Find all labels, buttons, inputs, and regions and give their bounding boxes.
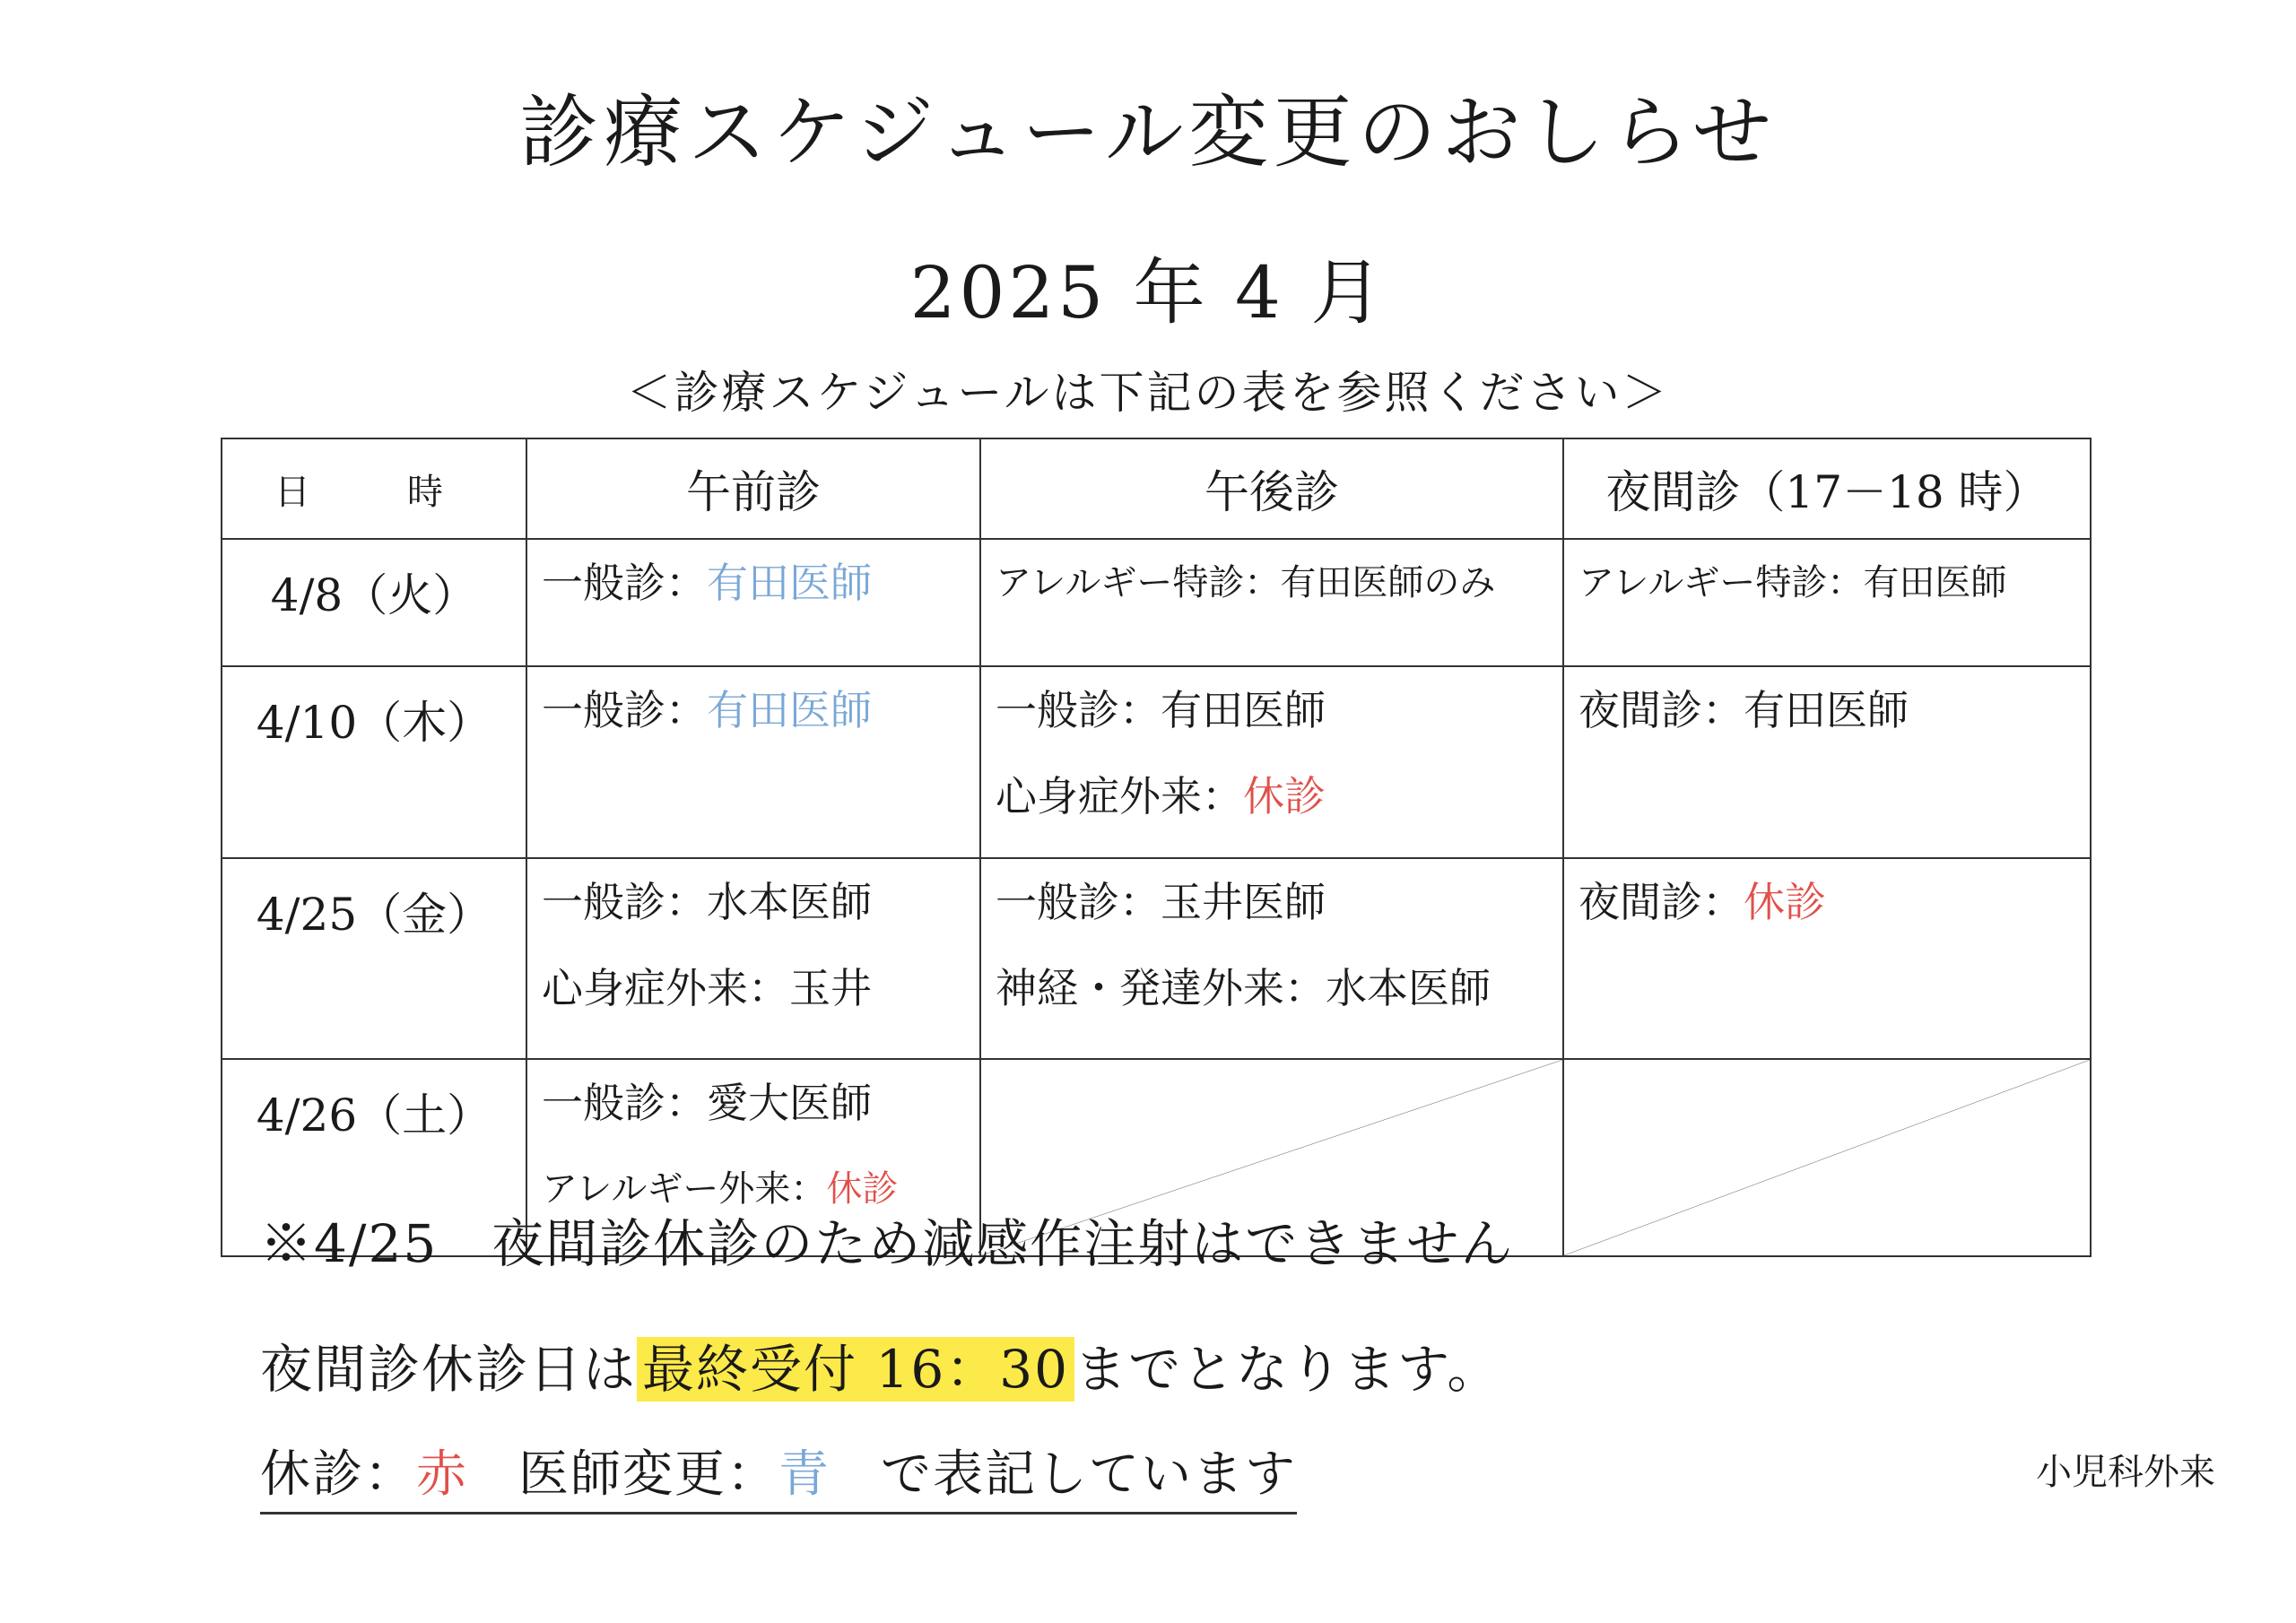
page-title: 診療スケジュール変更のおしらせ	[518, 86, 1778, 178]
table-row	[222, 858, 2091, 1059]
note-last-reception: 夜間診休診日は 最終受付 16：30 までとなります。	[260, 1339, 1501, 1400]
diagonal-slash	[1564, 1060, 2090, 1255]
cell-line: アレルギー特診：有田医師のみ	[996, 562, 1496, 603]
table-header-row	[222, 438, 2091, 539]
highlighted-time: 最終受付 16：30	[637, 1337, 1074, 1402]
afternoon-cell	[980, 539, 1563, 666]
cell-line: 神経・発達外来：水本医師	[996, 964, 1491, 1012]
cell-line: アレルギー特診：有田医師	[1578, 562, 2007, 603]
doctor-change-text: 有田医師	[707, 559, 872, 607]
night-cell	[1563, 666, 2091, 858]
morning-cell	[526, 858, 980, 1059]
afternoon-cell	[980, 666, 1563, 858]
header-date: 日 時	[222, 438, 526, 539]
night-cell	[1563, 858, 2091, 1059]
header-morning: 午前診	[526, 438, 980, 539]
color-legend: 休診：赤 医師変更：青 で表記しています	[260, 1435, 1297, 1515]
cell-line: 一般診：玉井医師	[996, 878, 1326, 926]
date-cell: 4/8（火）	[222, 539, 526, 666]
night-empty-cell	[1563, 1059, 2091, 1256]
table-row	[222, 539, 2091, 666]
header-night: 夜間診（17－18 時）	[1563, 438, 2091, 539]
legend-blue-word: 青	[778, 1445, 831, 1504]
department-name: 小児科外来	[2036, 1452, 2215, 1493]
cell-line: 心身症外来：休診	[996, 772, 1326, 820]
closed-text: 休診	[826, 1168, 899, 1210]
date-cell: 4/10（木）	[222, 666, 526, 858]
note-desensitization: ※4/25 夜間診休診のため減感作注射はできません	[260, 1213, 1515, 1274]
header-afternoon: 午後診	[980, 438, 1563, 539]
closed-text: 休診	[1744, 878, 1826, 926]
cell-line: アレルギー外来：休診	[542, 1168, 899, 1210]
afternoon-cell	[980, 858, 1563, 1059]
legend-red-word: 赤	[416, 1445, 468, 1504]
doctor-change-text: 有田医師	[707, 686, 872, 734]
date-cell: 4/25（金）	[222, 858, 526, 1059]
cell-line: 一般診：水本医師	[542, 878, 872, 926]
table-row	[222, 666, 2091, 858]
night-cell	[1563, 539, 2091, 666]
cell-line: 一般診：愛大医師	[542, 1079, 872, 1127]
date-cell: 4/26（土）	[222, 1059, 526, 1256]
schedule-table	[221, 438, 2090, 1210]
morning-cell	[526, 666, 980, 858]
cell-line: 一般診：有田医師	[542, 686, 872, 734]
cell-line: 夜間診：休診	[1578, 878, 1826, 926]
morning-cell	[526, 539, 980, 666]
cell-line: 夜間診：有田医師	[1578, 686, 1909, 734]
cell-line: 一般診：有田医師	[542, 559, 872, 607]
closed-text: 休診	[1243, 772, 1326, 820]
subtitle: ＜診療スケジュールは下記の表を参照ください＞	[626, 367, 1670, 419]
month-heading: 2025 年 4 月	[909, 251, 1387, 334]
cell-line: 一般診：有田医師	[996, 686, 1326, 734]
cell-line: 心身症外来：玉井	[542, 964, 872, 1012]
